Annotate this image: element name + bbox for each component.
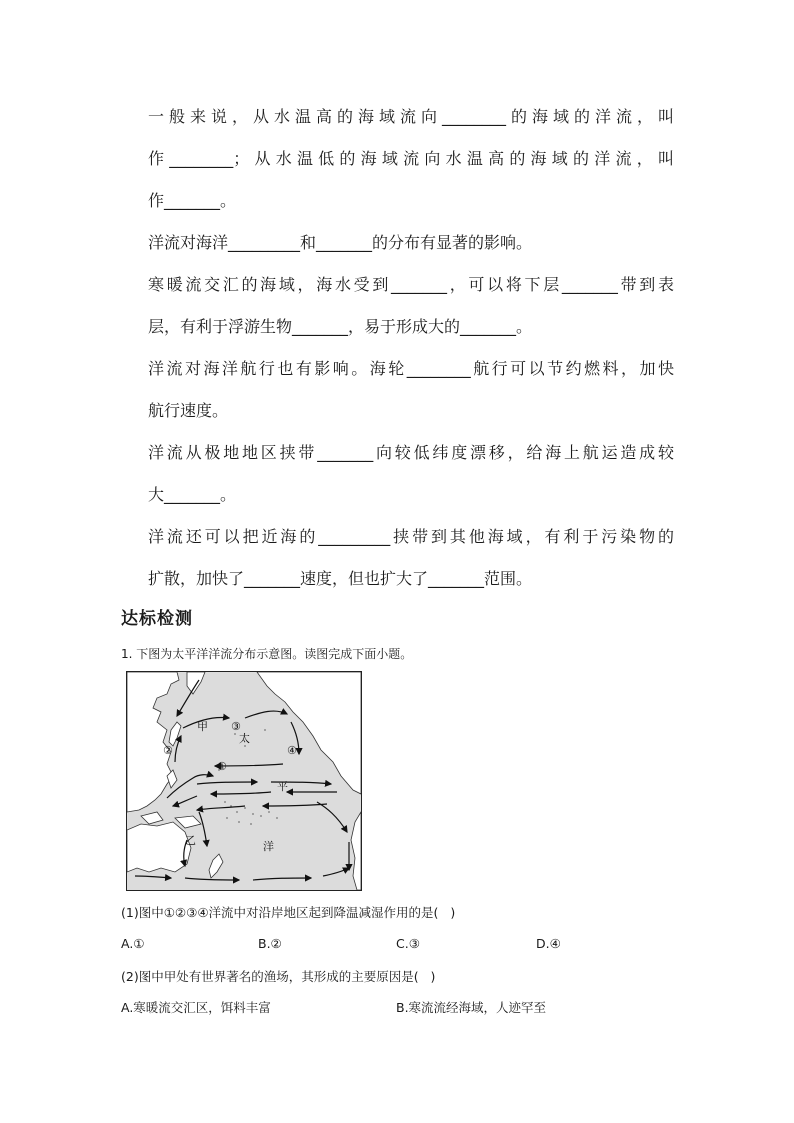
passage-line: 大_______。 — [148, 485, 237, 504]
option-1-1-a[interactable]: A.① — [121, 936, 145, 951]
map-label-current-1: ① — [217, 760, 227, 773]
kamchatka-landmass — [187, 672, 205, 694]
question-1-1-text: (1)图中①②③④洋流中对沿岸地区起到降温减湿作用的是( ) — [121, 905, 456, 920]
south-america-landmass — [351, 812, 361, 890]
passage-line: 寒暖流交汇的海域，海水受到_______，可以将下层_______带到表 — [148, 275, 674, 294]
question-intro: 1. 下图为太平洋洋流分布示意图。读图完成下面小题。 — [121, 647, 413, 661]
australia-landmass — [127, 822, 191, 872]
passage-line: 洋流从极地地区挟带_______向较低纬度漂移，给海上航运造成较 — [148, 443, 674, 462]
passage-line: 扩散，加快了_______速度，但也扩大了_______范围。 — [148, 569, 533, 588]
passage-line: 洋流还可以把近海的_________挟带到其他海域，有利于污染物的 — [148, 527, 674, 546]
pacific-currents-map — [126, 671, 362, 891]
passage-paragraph-icebergs — [148, 432, 674, 516]
passage-line: 航行速度。 — [148, 401, 229, 420]
map-label-yang: 洋 — [263, 840, 274, 853]
passage-line: 作________；从水温低的海域流向水温高的海域的洋流，叫 — [148, 149, 674, 168]
map-label-current-2: ② — [163, 744, 173, 757]
section-title: 达标检测 — [121, 609, 193, 629]
passage-paragraph-climate-effect — [148, 222, 674, 264]
map-label-jia: 甲 — [197, 720, 208, 733]
japan-island — [169, 722, 181, 746]
passage-line: 洋流对海洋航行也有影响。海轮________航行可以节约燃料，加快 — [148, 359, 674, 378]
map-label-current-4: ④ — [287, 744, 297, 757]
north-america-landmass — [257, 672, 361, 794]
new-guinea-island — [175, 816, 201, 828]
option-1-1-b[interactable]: B.② — [258, 936, 282, 951]
passage-line: 一般来说，从水温高的海域流向________的海域的洋流，叫 — [148, 107, 674, 126]
passage-line: 洋流对海洋_________和_______的分布有显著的影响。 — [148, 233, 533, 252]
passage-paragraph-pollution — [148, 516, 674, 600]
map-label-ping: 平 — [277, 780, 288, 793]
passage-line: 作_______。 — [148, 191, 237, 210]
passage-paragraph-navigation — [148, 348, 674, 432]
map-figure — [127, 672, 361, 890]
option-1-1-d[interactable]: D.④ — [536, 936, 561, 951]
option-1-2-a[interactable]: A.寒暖流交汇区，饵料丰富 — [121, 1000, 271, 1015]
map-label-tai: 太 — [239, 732, 250, 745]
passage-paragraph-warm-cold-definition — [148, 96, 674, 222]
passage-line: 层，有利于浮游生物_______，易于形成大的_______。 — [148, 317, 533, 336]
map-label-current-3: ③ — [231, 720, 241, 733]
passage-paragraph-fishing-grounds — [148, 264, 674, 348]
option-1-2-b[interactable]: B.寒流流经海域，人迹罕至 — [396, 1000, 547, 1015]
map-label-yi: 乙 — [185, 834, 196, 847]
option-1-1-c[interactable]: C.③ — [396, 936, 420, 951]
new-zealand-island — [209, 854, 223, 878]
question-1-2-text: (2)图中甲处有世界著名的渔场，其形成的主要原因是( ) — [121, 969, 436, 984]
indonesia-island — [141, 812, 163, 824]
